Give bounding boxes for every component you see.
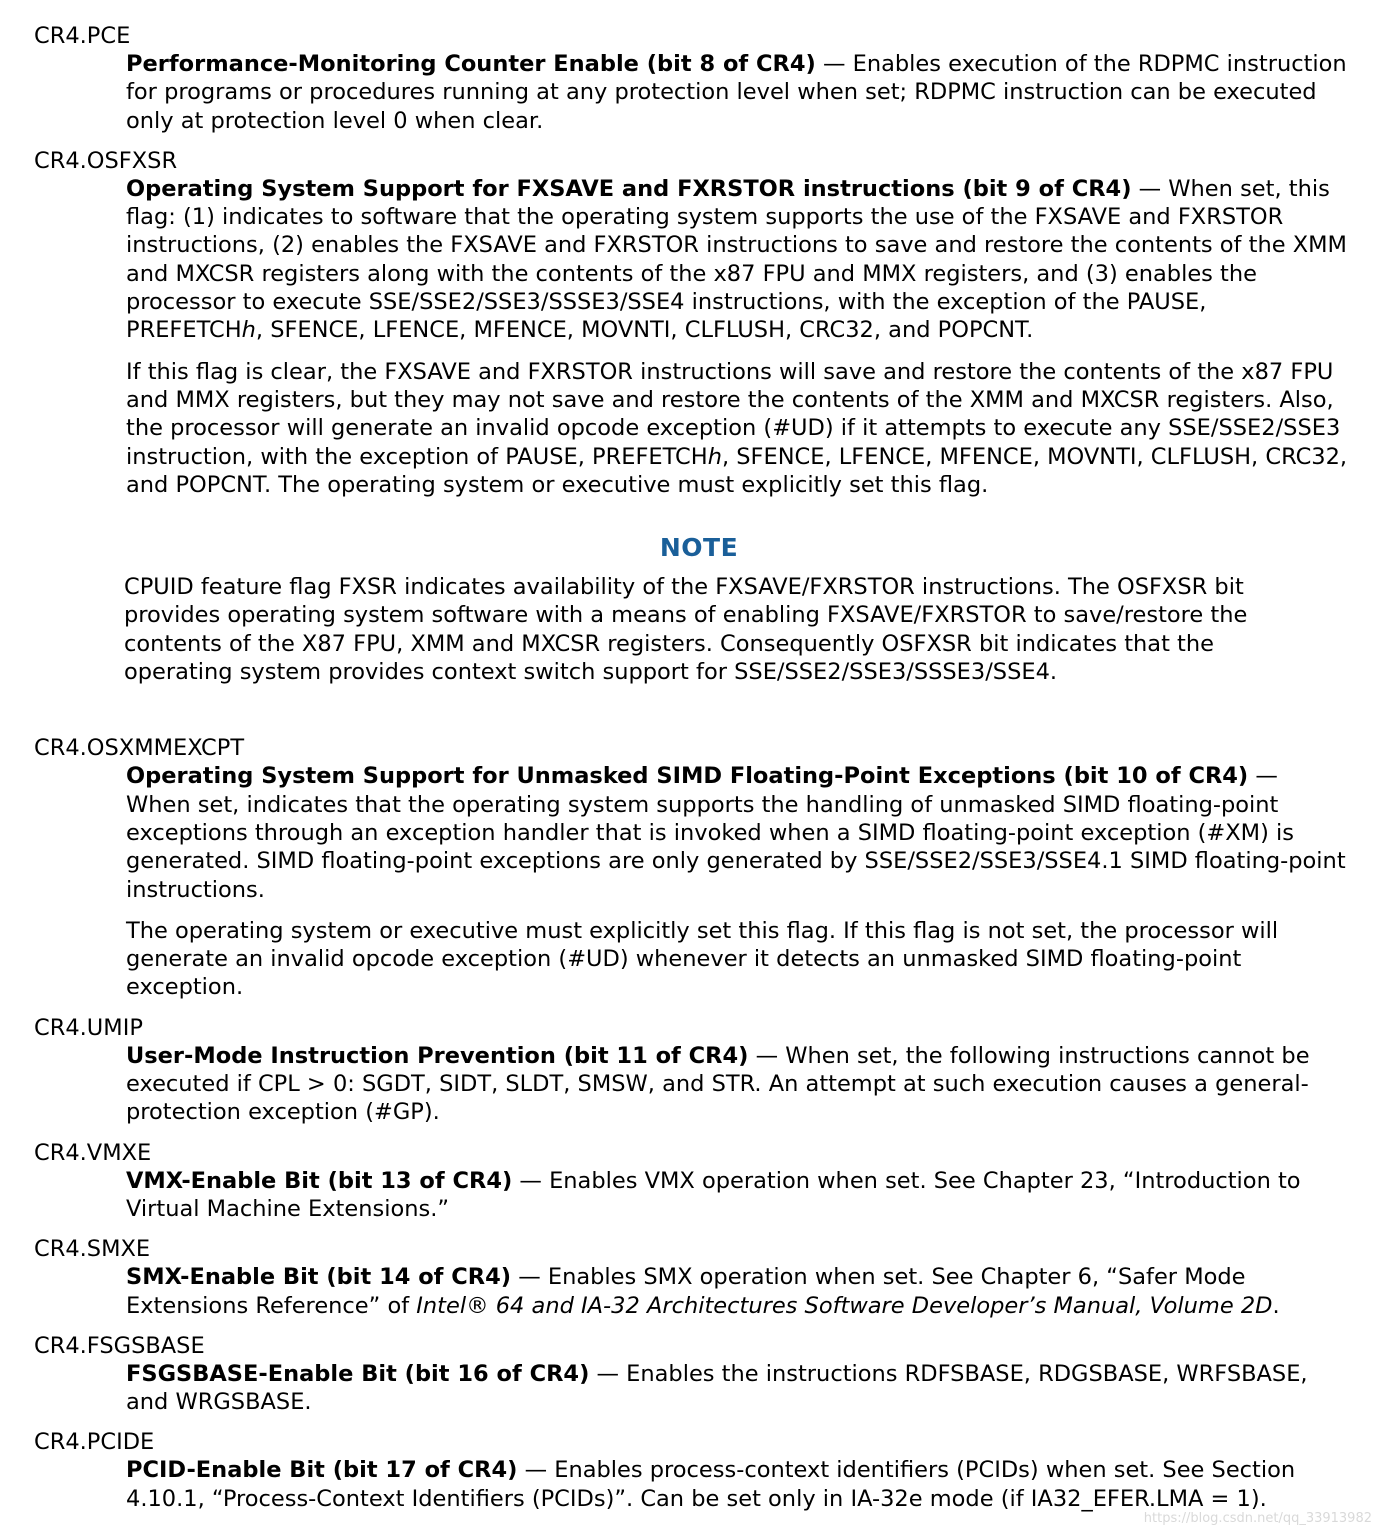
note-title: NOTE — [659, 533, 739, 563]
definition-italic: h — [707, 443, 722, 470]
definition — [126, 762, 1348, 1001]
definition-text-end: , SFENCE, LFENCE, MFENCE, MOVNTI, CLFLUSH, CRC32, and POPCNT. — [255, 317, 1034, 344]
definition-text: — Enables process-context identifiers (PCIDs) when set. See Section 4.10.1, “Process-Context Identifiers (PCIDs)”. Can be set only in IA-32e mode (if IA32_EFER.LMA = 1). — [126, 1457, 1296, 1512]
definition-text-end: , SFENCE, LFENCE, MFENCE, MOVNTI, CLFLUSH, CRC32, and POPCNT. The operating system or executive must explicitly set this flag. — [126, 443, 1348, 498]
definition-title: VMX-Enable Bit (bit 13 of CR4) — [126, 1167, 513, 1194]
definition — [126, 1263, 1348, 1320]
entry-cr4-pce — [34, 22, 1348, 135]
note-text: CPUID feature flag FXSR indicates availability of the FXSAVE/FXRSTOR instructions. The OSFXSR bit provides operating system software with a means of enabling FXSAVE/FXRSTOR to save/restore the contents of the X87 FPU, XMM and MXCSR registers. Consequently OSFXSR bit indicates that the operating system provides context switch support for SSE/SSE2/SSE3/SSSE3/SSE4. — [124, 574, 1248, 686]
definition-paragraph-2 — [126, 358, 1348, 499]
definition-text: — Enables SMX operation when set. See Chapter 6, “Safer Mode Extensions Reference” of — [126, 1264, 1246, 1319]
entry-cr4-smxe — [34, 1235, 1348, 1320]
definition-title: PCID-Enable Bit (bit 17 of CR4) — [126, 1457, 518, 1484]
definition-title: SMX-Enable Bit (bit 14 of CR4) — [126, 1264, 512, 1291]
definition-paragraph — [126, 762, 1348, 903]
definition — [126, 1360, 1348, 1417]
entry-cr4-pcide — [34, 1428, 1348, 1513]
definition-paragraph — [126, 1042, 1348, 1127]
definition-title: Performance-Monitoring Counter Enable (bit 8 of CR4) — [126, 51, 816, 77]
definition-title: FSGSBASE-Enable Bit (bit 16 of CR4) — [126, 1360, 590, 1387]
watermark: https://blog.csdn.net/qq_33913982 — [1143, 1511, 1372, 1526]
definition-paragraph — [126, 175, 1348, 345]
definition — [126, 50, 1348, 135]
term-label: CR4.PCE — [34, 23, 131, 49]
definition-text: — When set, this flag: (1) indicates to software that the operating system supports the use of the FXSAVE and FXRSTOR instructions, (2) enables the FXSAVE and FXRSTOR instructions to save and restore the contents of the XMM and MXCSR registers along with the contents of the x87 FPU and MMX registers, and (3) enables the processor to execute SSE/SSE2/SSE3/SSSE3/SSE4 instructions, with the exception of the PAUSE, PREFETCH — [126, 175, 1347, 344]
definition-text: — When set, the following instructions cannot be executed if CPL > 0: SGDT, SIDT, SLDT, SMSW, and STR. An attempt at such execution causes a general-protection exception (#GP). — [126, 1042, 1310, 1126]
term-label: CR4.VMXE — [34, 1139, 152, 1166]
definition — [126, 1456, 1348, 1513]
term-label: CR4.OSXMMEXCPT — [34, 735, 245, 762]
definition-text: — Enables the instructions RDFSBASE, RDGSBASE, WRFSBASE, and WRGSBASE. — [126, 1360, 1308, 1416]
entry-cr4-vmxe — [34, 1139, 1348, 1224]
definition-paragraph — [126, 1360, 1348, 1417]
definition-paragraph — [126, 1263, 1348, 1320]
definition-paragraph — [126, 1456, 1348, 1513]
entry-cr4-osxmmexcpt — [34, 734, 1348, 1001]
definition-text: — Enables VMX operation when set. See Chapter 23, “Introduction to Virtual Machine Extensions.” — [126, 1167, 1301, 1222]
term-label: CR4.FSGSBASE — [34, 1332, 205, 1359]
definition-paragraph — [126, 50, 1348, 135]
definition-text: If this flag is clear, the FXSAVE and FXRSTOR instructions will save and restore the contents of the x87 FPU and MMX registers, but they may not save and restore the contents of the XMM and MXCSR registers. Also, the processor will generate an invalid opcode exception (#UD) if it attempts to execute any SSE/SSE2/SSE3 instruction, with the exception of PAUSE, PREFETCH — [126, 358, 1341, 470]
definition-text: — When set, indicates that the operating system supports the handling of unmasked SIMD floating-point exceptions through an exception handler that is invoked when a SIMD floating-point exception (#XM) is generated. SIMD floating-point exceptions are only generated by SSE/SSE2/SSE3/SSE4.1 SIMD floating-point instructions. — [126, 763, 1346, 903]
definition-paragraph-2: The operating system or executive must explicitly set this flag. If this flag is not set, the processor will generate an invalid opcode exception (#UD) whenever it detects an unmasked SIMD floating-point exception. — [126, 917, 1279, 1001]
definition-italic: h — [241, 317, 256, 344]
term-label: CR4.OSFXSR — [34, 147, 178, 174]
manual-reference: Intel® 64 and IA-32 Architectures Software Developer’s Manual, Volume 2D — [416, 1292, 1273, 1319]
definition — [126, 1167, 1348, 1224]
definition-title: Operating System Support for Unmasked SIMD Floating-Point Exceptions (bit 10 of CR4) — [126, 763, 1249, 790]
definition-title: User-Mode Instruction Prevention (bit 11 of CR4) — [126, 1042, 749, 1069]
entry-cr4-fsgsbase — [34, 1332, 1348, 1417]
term-label: CR4.PCIDE — [34, 1429, 155, 1456]
entry-cr4-umip — [34, 1014, 1348, 1127]
definition-title: Operating System Support for FXSAVE and FXRSTOR instructions (bit 9 of CR4) — [126, 175, 1132, 202]
definition-text-end: . — [1272, 1292, 1280, 1319]
definition — [126, 1042, 1348, 1127]
note-block — [124, 533, 1264, 686]
term-label: CR4.SMXE — [34, 1236, 151, 1263]
entry-cr4-osfxsr — [34, 147, 1348, 499]
term-label: CR4.UMIP — [34, 1014, 143, 1041]
definition-paragraph — [126, 1167, 1348, 1224]
definition — [126, 175, 1348, 499]
definition-text: — Enables execution of the RDPMC instruction for programs or procedures running at any protection level when set; RDPMC instruction can be executed only at protection level 0 when clear. — [126, 51, 1347, 134]
